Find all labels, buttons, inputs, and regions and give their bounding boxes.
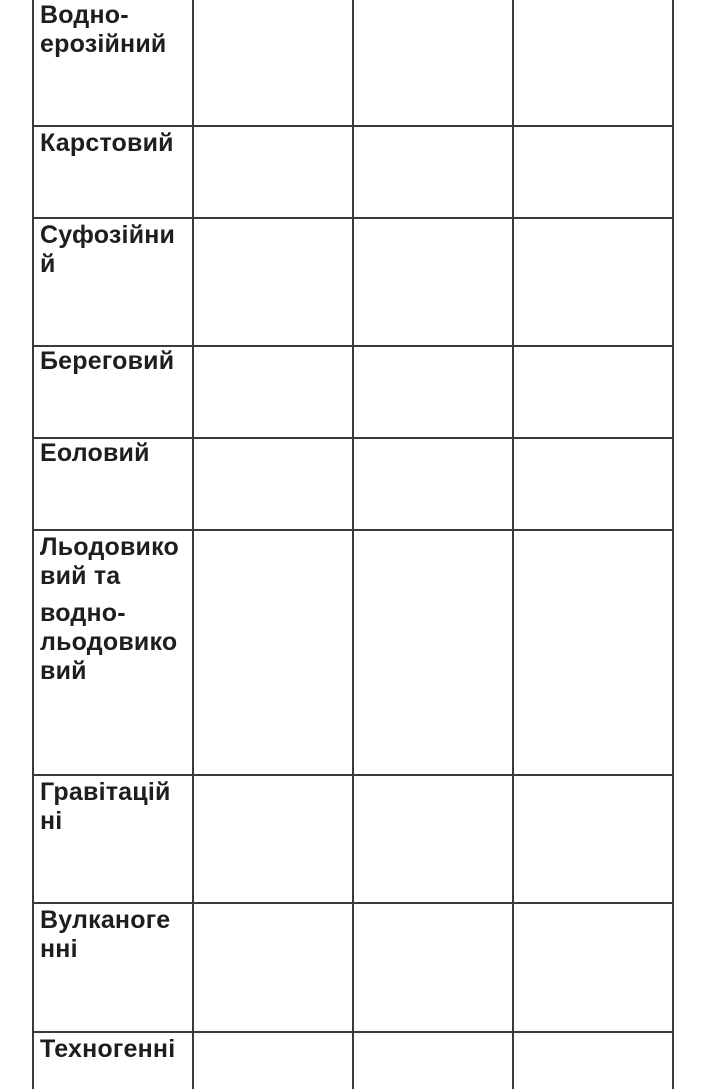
row-label	[40, 439, 188, 468]
row-label-line: Суфозійни	[40, 221, 176, 249]
table-cell[interactable]	[352, 903, 512, 1031]
table-cell[interactable]	[512, 775, 672, 902]
table-row	[32, 438, 672, 529]
table-cell[interactable]	[352, 438, 512, 529]
row-label-line: ні	[40, 807, 63, 835]
row-label-line: й	[40, 250, 56, 278]
row-label-line: Береговий	[40, 347, 175, 375]
table-row	[32, 0, 672, 125]
row-label-cell	[32, 218, 192, 345]
table-cell[interactable]	[352, 126, 512, 217]
table-cell[interactable]	[192, 438, 352, 529]
row-label-line: вий	[40, 657, 87, 685]
row-label	[40, 778, 188, 836]
table-cell[interactable]	[192, 346, 352, 437]
row-label-line: нні	[40, 935, 78, 963]
table-cell[interactable]	[512, 530, 672, 774]
table-row	[32, 530, 672, 774]
table-cell[interactable]	[192, 530, 352, 774]
table-cell[interactable]	[352, 346, 512, 437]
row-label	[40, 129, 188, 158]
table-border-right	[672, 0, 674, 1089]
paragraph-gap	[40, 591, 188, 599]
row-label	[40, 221, 188, 279]
row-label	[40, 1035, 188, 1064]
table-row	[32, 903, 672, 1031]
row-label-cell	[32, 438, 192, 529]
row-label-cell	[32, 126, 192, 217]
table-cell[interactable]	[352, 218, 512, 345]
table-row	[32, 126, 672, 217]
table-cell[interactable]	[192, 0, 352, 125]
table-row	[32, 1032, 672, 1089]
row-label-line: водно-	[40, 599, 126, 627]
table-cell[interactable]	[512, 346, 672, 437]
row-label-cell	[32, 1032, 192, 1089]
row-label-line: Еоловий	[40, 439, 150, 467]
row-label-line: Вулканоге	[40, 906, 171, 934]
table-cell[interactable]	[512, 218, 672, 345]
table-cell[interactable]	[192, 903, 352, 1031]
row-label	[40, 533, 188, 686]
row-label-line: Техногенні	[40, 1035, 176, 1063]
row-label-line: льодовико	[40, 628, 178, 656]
row-label-line: Гравітацій	[40, 778, 171, 806]
table-cell[interactable]	[352, 0, 512, 125]
table-row	[32, 775, 672, 902]
row-label-cell	[32, 0, 192, 125]
row-label-line: Льодовико	[40, 533, 179, 561]
table-cell[interactable]	[192, 218, 352, 345]
row-label-cell	[32, 346, 192, 437]
table-row	[32, 218, 672, 345]
row-label-line: Карстовий	[40, 129, 174, 157]
table-cell[interactable]	[512, 438, 672, 529]
table-cell[interactable]	[192, 775, 352, 902]
table-cell[interactable]	[512, 126, 672, 217]
row-label-cell	[32, 530, 192, 774]
table-cell[interactable]	[352, 775, 512, 902]
row-label	[40, 1, 188, 59]
row-label	[40, 906, 188, 964]
table-cell[interactable]	[512, 1032, 672, 1089]
row-label-cell	[32, 903, 192, 1031]
row-label-line: ерозійний	[40, 30, 167, 58]
table-cell[interactable]	[192, 126, 352, 217]
table-cell[interactable]	[352, 530, 512, 774]
table-cell[interactable]	[192, 1032, 352, 1089]
table-row	[32, 346, 672, 437]
row-label-cell	[32, 775, 192, 902]
table-cell[interactable]	[352, 1032, 512, 1089]
table-cell[interactable]	[512, 0, 672, 125]
row-label	[40, 347, 188, 376]
table-cell[interactable]	[512, 903, 672, 1031]
row-label-line: вий та	[40, 562, 121, 590]
row-label-line: Водно-	[40, 1, 129, 29]
